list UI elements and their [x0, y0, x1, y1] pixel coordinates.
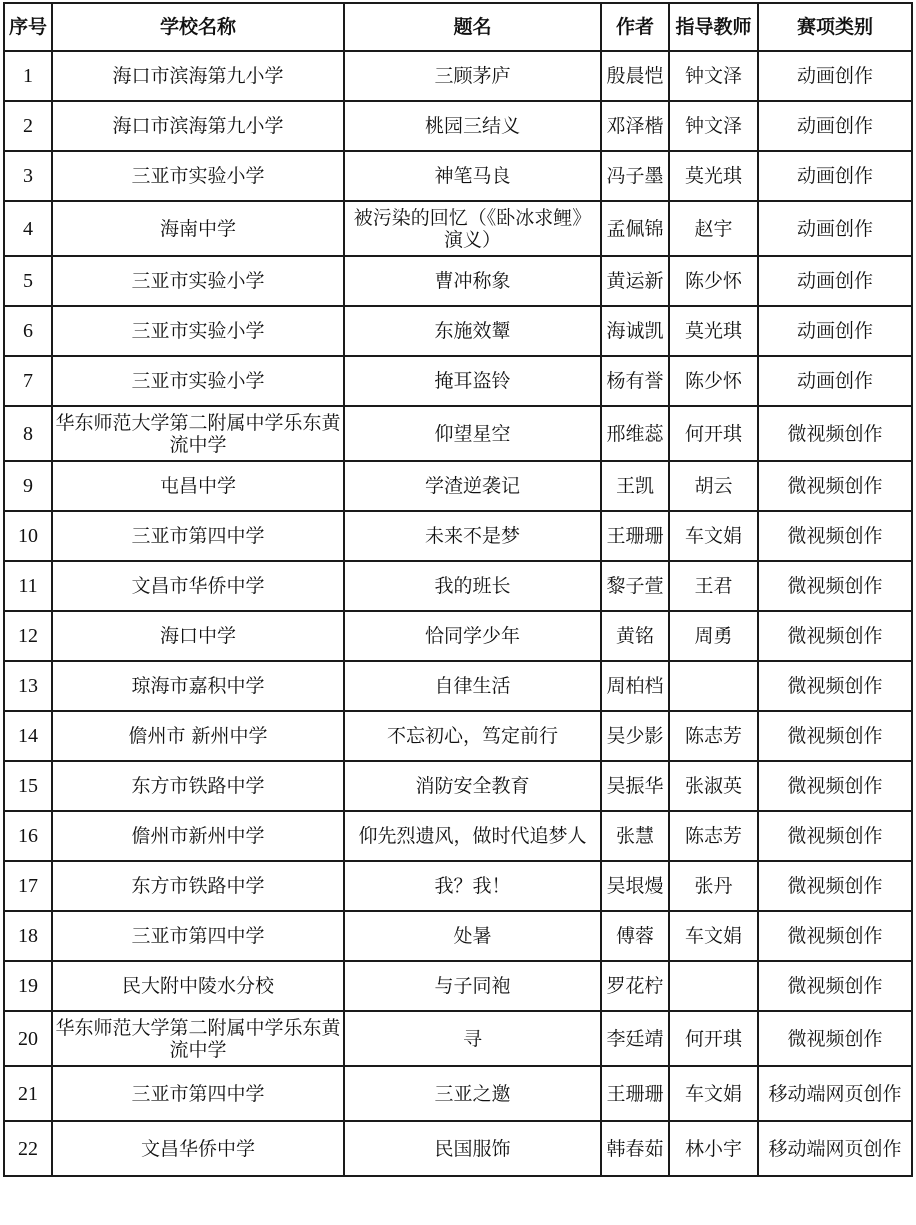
cell-category: 微视频创作: [758, 761, 912, 811]
cell-index: 20: [4, 1011, 52, 1066]
cell-title: 被污染的回忆（《卧冰求鲤》演义）: [344, 201, 601, 256]
cell-index: 10: [4, 511, 52, 561]
cell-index: 13: [4, 661, 52, 711]
cell-author: 海诚凯: [601, 306, 669, 356]
cell-author: 孟佩锦: [601, 201, 669, 256]
cell-category: 微视频创作: [758, 461, 912, 511]
cell-title: 消防安全教育: [344, 761, 601, 811]
cell-title: 我的班长: [344, 561, 601, 611]
cell-author: 冯子墨: [601, 151, 669, 201]
cell-teacher: 陈少怀: [669, 256, 758, 306]
table-row: [4, 1066, 912, 1121]
cell-index: 21: [4, 1066, 52, 1121]
cell-index: 8: [4, 406, 52, 461]
cell-title: 不忘初心，笃定前行: [344, 711, 601, 761]
cell-school: 东方市铁路中学: [52, 761, 344, 811]
cell-teacher: 胡云: [669, 461, 758, 511]
cell-teacher: 何开琪: [669, 1011, 758, 1066]
cell-category: 动画创作: [758, 101, 912, 151]
cell-category: 微视频创作: [758, 406, 912, 461]
cell-index: 9: [4, 461, 52, 511]
cell-school: 民大附中陵水分校: [52, 961, 344, 1011]
header-row: [4, 3, 912, 51]
table-row: [4, 306, 912, 356]
cell-author: 李廷靖: [601, 1011, 669, 1066]
table-row: [4, 711, 912, 761]
cell-teacher: 钟文泽: [669, 101, 758, 151]
cell-index: 12: [4, 611, 52, 661]
cell-school: 东方市铁路中学: [52, 861, 344, 911]
table-row: [4, 51, 912, 101]
cell-title: 恰同学少年: [344, 611, 601, 661]
header-teacher: 指导教师: [669, 3, 758, 51]
cell-teacher: [669, 961, 758, 1011]
cell-index: 2: [4, 101, 52, 151]
cell-teacher: 车文娟: [669, 511, 758, 561]
cell-school: 文昌华侨中学: [52, 1121, 344, 1176]
table-row: [4, 961, 912, 1011]
table-row: [4, 1011, 912, 1066]
cell-school: 三亚市实验小学: [52, 151, 344, 201]
cell-school: 三亚市第四中学: [52, 511, 344, 561]
cell-index: 7: [4, 356, 52, 406]
table-row: [4, 911, 912, 961]
cell-teacher: 张丹: [669, 861, 758, 911]
cell-author: 张慧: [601, 811, 669, 861]
cell-school: 海南中学: [52, 201, 344, 256]
cell-teacher: 张淑英: [669, 761, 758, 811]
cell-index: 1: [4, 51, 52, 101]
cell-title: 三顾茅庐: [344, 51, 601, 101]
cell-teacher: 陈志芳: [669, 811, 758, 861]
cell-author: 杨有誉: [601, 356, 669, 406]
cell-category: 微视频创作: [758, 861, 912, 911]
cell-title: 东施效颦: [344, 306, 601, 356]
cell-title: 三亚之邀: [344, 1066, 601, 1121]
cell-category: 微视频创作: [758, 511, 912, 561]
table-row: [4, 1121, 912, 1176]
table-row: [4, 356, 912, 406]
cell-index: 22: [4, 1121, 52, 1176]
table-row: [4, 461, 912, 511]
cell-author: 王珊珊: [601, 1066, 669, 1121]
cell-school: 三亚市实验小学: [52, 256, 344, 306]
cell-title: 寻: [344, 1011, 601, 1066]
cell-category: 动画创作: [758, 201, 912, 256]
cell-school: 三亚市第四中学: [52, 1066, 344, 1121]
cell-category: 微视频创作: [758, 911, 912, 961]
cell-index: 5: [4, 256, 52, 306]
cell-category: 微视频创作: [758, 811, 912, 861]
cell-school: 海口中学: [52, 611, 344, 661]
cell-author: 殷晨恺: [601, 51, 669, 101]
cell-teacher: 何开琪: [669, 406, 758, 461]
cell-index: 19: [4, 961, 52, 1011]
table-row: [4, 201, 912, 256]
cell-school: 儋州市新州中学: [52, 811, 344, 861]
cell-teacher: 车文娟: [669, 1066, 758, 1121]
cell-category: 动画创作: [758, 306, 912, 356]
table-row: [4, 101, 912, 151]
cell-school: 三亚市第四中学: [52, 911, 344, 961]
cell-category: 微视频创作: [758, 711, 912, 761]
cell-category: 移动端网页创作: [758, 1121, 912, 1176]
award-table: [3, 2, 913, 1177]
cell-teacher: 林小宇: [669, 1121, 758, 1176]
cell-title: 曹冲称象: [344, 256, 601, 306]
cell-category: 动画创作: [758, 151, 912, 201]
cell-school: 三亚市实验小学: [52, 306, 344, 356]
table-row: [4, 561, 912, 611]
table-row: [4, 511, 912, 561]
cell-school: 华东师范大学第二附属中学乐东黄流中学: [52, 406, 344, 461]
cell-school: 文昌市华侨中学: [52, 561, 344, 611]
cell-title: 民国服饰: [344, 1121, 601, 1176]
cell-index: 4: [4, 201, 52, 256]
table-row: [4, 151, 912, 201]
cell-school: 华东师范大学第二附属中学乐东黄流中学: [52, 1011, 344, 1066]
cell-title: 与子同袍: [344, 961, 601, 1011]
cell-index: 17: [4, 861, 52, 911]
cell-teacher: [669, 661, 758, 711]
cell-index: 3: [4, 151, 52, 201]
cell-teacher: 陈志芳: [669, 711, 758, 761]
cell-title: 仰望星空: [344, 406, 601, 461]
cell-title: 处暑: [344, 911, 601, 961]
cell-author: 王珊珊: [601, 511, 669, 561]
cell-author: 周柏档: [601, 661, 669, 711]
cell-author: 黄铭: [601, 611, 669, 661]
cell-title: 仰先烈遗风，做时代追梦人: [344, 811, 601, 861]
table-row: [4, 256, 912, 306]
cell-title: 神笔马良: [344, 151, 601, 201]
cell-teacher: 钟文泽: [669, 51, 758, 101]
cell-index: 15: [4, 761, 52, 811]
cell-author: 吴少影: [601, 711, 669, 761]
cell-category: 微视频创作: [758, 661, 912, 711]
table-row: [4, 861, 912, 911]
cell-category: 微视频创作: [758, 961, 912, 1011]
cell-index: 16: [4, 811, 52, 861]
cell-index: 14: [4, 711, 52, 761]
cell-index: 18: [4, 911, 52, 961]
cell-school: 琼海市嘉积中学: [52, 661, 344, 711]
cell-category: 动画创作: [758, 356, 912, 406]
header-school: 学校名称: [52, 3, 344, 51]
cell-index: 6: [4, 306, 52, 356]
header-category: 赛项类别: [758, 3, 912, 51]
cell-category: 移动端网页创作: [758, 1066, 912, 1121]
cell-teacher: 陈少怀: [669, 356, 758, 406]
cell-school: 儋州市 新州中学: [52, 711, 344, 761]
cell-author: 吴振华: [601, 761, 669, 811]
header-author: 作者: [601, 3, 669, 51]
cell-author: 黎子萱: [601, 561, 669, 611]
cell-author: 邓泽楷: [601, 101, 669, 151]
table-row: [4, 811, 912, 861]
cell-teacher: 莫光琪: [669, 151, 758, 201]
cell-teacher: 王君: [669, 561, 758, 611]
cell-title: 掩耳盗铃: [344, 356, 601, 406]
cell-index: 11: [4, 561, 52, 611]
cell-category: 动画创作: [758, 51, 912, 101]
cell-author: 吴垠熳: [601, 861, 669, 911]
header-title: 题名: [344, 3, 601, 51]
cell-teacher: 莫光琪: [669, 306, 758, 356]
cell-author: 黄运新: [601, 256, 669, 306]
cell-teacher: 周勇: [669, 611, 758, 661]
cell-teacher: 赵宇: [669, 201, 758, 256]
cell-category: 微视频创作: [758, 561, 912, 611]
cell-school: 三亚市实验小学: [52, 356, 344, 406]
cell-author: 傅蓉: [601, 911, 669, 961]
table-row: [4, 761, 912, 811]
cell-author: 王凯: [601, 461, 669, 511]
cell-title: 学渣逆袭记: [344, 461, 601, 511]
cell-category: 动画创作: [758, 256, 912, 306]
table-row: [4, 406, 912, 461]
cell-teacher: 车文娟: [669, 911, 758, 961]
header-index: 序号: [4, 3, 52, 51]
cell-author: 罗花柠: [601, 961, 669, 1011]
cell-school: 海口市滨海第九小学: [52, 51, 344, 101]
cell-title: 桃园三结义: [344, 101, 601, 151]
table-row: [4, 611, 912, 661]
cell-title: 未来不是梦: [344, 511, 601, 561]
cell-title: 我？我！: [344, 861, 601, 911]
cell-category: 微视频创作: [758, 611, 912, 661]
table-body: [4, 51, 912, 1176]
cell-title: 自律生活: [344, 661, 601, 711]
cell-category: 微视频创作: [758, 1011, 912, 1066]
cell-author: 韩春茹: [601, 1121, 669, 1176]
table-row: [4, 661, 912, 711]
cell-school: 屯昌中学: [52, 461, 344, 511]
cell-school: 海口市滨海第九小学: [52, 101, 344, 151]
cell-author: 邢维蕊: [601, 406, 669, 461]
